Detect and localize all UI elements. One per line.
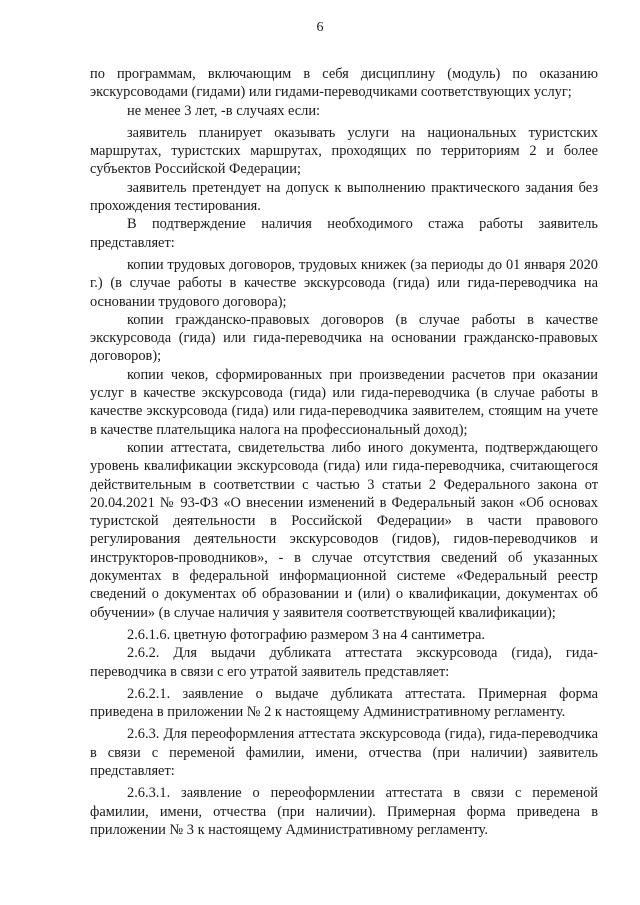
- paragraph: по программам, включающим в себя дисциплину (модуль) по оказанию экскурсоводами (гидами) или гидами-переводчиками соответствующих услуг;: [90, 66, 598, 101]
- paragraph: копии трудовых договоров, трудовых книжек (за периоды до 01 января 2020 г.) (в случае работы в качестве экскурсовода (гида) или гида-переводчика на основании трудового договора);: [90, 256, 598, 310]
- paragraph: В подтверждение наличия необходимого стажа работы заявитель представляет:: [90, 216, 598, 251]
- paragraph: копии аттестата, свидетельства либо иного документа, подтверждающего уровень квалификации экскурсовода (гида) или гида-переводчика, считающегося действительным в соответствии с частью 3 статьи 2 Федерального закона от 20.04.2021 № 93-ФЗ «О внесении изменений в Федеральный закон «Об основах туристской деятельности в Российской Федерации» в части правового регулирования деятельности экскурсоводов (гидов), гидов-переводчиков и инструкторов-проводников», - в случае отсутствия сведений об указанных документах в федеральной информационной системе «Федеральный реестр сведений о документах об образовании и (или) о квалификации, документах об обучении» (в случае наличия у заявителя соответствующей квалификации);: [90, 439, 598, 621]
- paragraph: копии чеков, сформированных при произведении расчетов при оказании услуг в качестве экскурсовода (гида) или гида-переводчика (в случае работы в качестве экскурсовода (гида) или гида-переводчика заявителем, стоящим на учете в качестве плательщика налога на профессиональный доход);: [90, 366, 598, 438]
- paragraph: копии гражданско-правовых договоров (в случае работы в качестве экскурсовода (гида) или гида-переводчика на основании гражданско-правовых договоров);: [90, 311, 598, 365]
- paragraph: не менее 3 лет, -в случаях если:: [127, 102, 321, 119]
- paragraph: 2.6.2. Для выдачи дубликата аттестата экскурсовода (гида), гида-переводчика в связи с его утратой заявитель представляет:: [90, 645, 598, 680]
- paragraph: заявитель претендует на допуск к выполнению практического задания без прохождения тестирования.: [90, 179, 598, 215]
- page-number: 6: [316, 20, 324, 35]
- paragraph: 2.6.3.1. заявление о переоформлении аттестата в связи с переменой фамилии, имени, отчества (при наличии). Примерная форма приведена в приложении № 3 к настоящему Административному регламенту.: [90, 785, 598, 838]
- paragraph: заявитель планирует оказывать услуги на национальных туристских маршрутах, туристских маршрутах, проходящих по территориям 2 и более субъектов Российской Федерации;: [90, 124, 598, 178]
- paragraph: 2.6.1.6. цветную фотографию размером 3 на 4 сантиметра.: [127, 626, 486, 643]
- document-body: [90, 65, 598, 839]
- paragraph: 2.6.3. Для переоформления аттестата экскурсовода (гида), гида-переводчика в связи с переменой фамилии, имени, отчества (при наличии) заявитель представляет:: [90, 726, 598, 779]
- paragraph: 2.6.2.1. заявление о выдаче дубликата аттестата. Примерная форма приведена в приложении № 2 к настоящему Административному регламенту.: [90, 685, 598, 721]
